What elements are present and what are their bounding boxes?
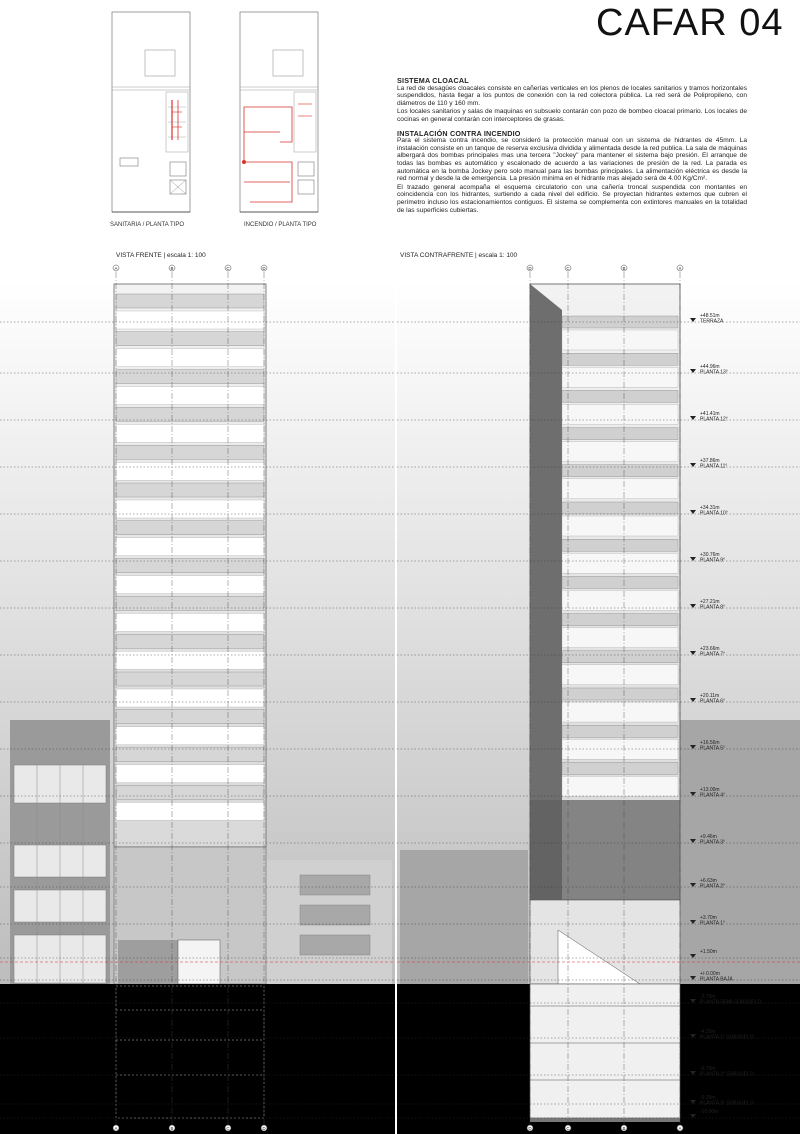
front-floor-window [116,651,264,669]
rear-axis-label: B [622,1125,626,1131]
rear-axis-label: B [622,265,626,271]
front-axis-label: D [262,265,266,271]
level-name: PLANTA 7° [700,651,725,658]
rear-floor-window [562,479,678,499]
level-elevation: +27.21m [700,599,720,605]
level-elevation: -2.70m [700,994,716,1000]
fire-heading: INSTALACIÓN CONTRA INCENDIO [397,128,521,138]
rear-floor-window [562,553,678,573]
level-elevation: +/-0.00m [700,971,720,977]
front-floor-panel [116,710,264,724]
level-name: PLANTA 3° SUBSUELO [700,1100,754,1107]
rear-floor-panel [562,762,678,774]
front-floor-panel [116,483,264,497]
front-view-caption: VISTA FRENTE | escala 1: 100 [116,252,206,259]
rear-floor-panel [562,465,678,477]
cloacal-paragraph-1: La red de desagües cloacales consiste en cañerías verticales en los plenos de locales sanitarios y tramos horizontales suspendidos, hasta llegar a los puntos de conexión con la red colectora pública. La red será de Polipropileno, con diámetros de 110 y 160 mm. [397,84,747,107]
rear-floor-panel [562,576,678,588]
level-name: PLANTA 5° [700,745,725,752]
rear-floor-panel [562,688,678,700]
rear-floor-panel [562,651,678,663]
front-axis-label: C [226,265,230,271]
front-floor-window [116,500,264,518]
front-floor-window [116,802,264,820]
rear-floor-panel [562,502,678,514]
front-floor-window [116,689,264,707]
level-elevation: +13.00m [700,787,720,793]
rear-floor-panel [562,725,678,737]
front-axis-label: C [226,1125,230,1131]
front-axis-label: B [170,1125,174,1131]
level-name: PLANTA 11° [700,463,728,470]
front-axis-label: A [114,1125,118,1131]
level-name: PLANTA 3° [700,839,725,846]
level-elevation: +9.46m [700,834,717,840]
level-name: PLANTA 13° [700,369,728,376]
front-floor-panel [116,559,264,573]
front-floor-panel [116,596,264,610]
level-name: PLANTA BAJA [700,976,733,983]
front-entrance-door [178,940,220,984]
level-name: PLANTA 6° [700,698,725,705]
front-floor-panel [116,634,264,648]
rear-axis-label: D [528,1125,532,1131]
front-axis-label: A [114,265,118,271]
rear-floor-window [562,404,678,424]
level-elevation: +1.50m [700,949,717,955]
fire-paragraph-1: Para el sistema contra incendio, se consideró la protección manual con un sistema de hidrantes de 45mm. La instalación consiste en un tanque de reserva exclusiva dividida y alimentada desde la red publica. La sala de máquinas albergará dos bombas principales mas una tercera "Jockey" para mantener el sistema bajo presión. El arranque de todas las bombas es automático y escalonado de acuerdo a las variaciones de presión de la red. La parada es automática en la bomba Jockey pero solo manual para las bombas principales. La alimentación eléctrica es desde la red normal y desde la de emergencia. La presión minima en el hidrante mas alejado será de 4.00 Kg/Cm². [397,137,747,183]
level-elevation: -9.20m [700,1095,716,1101]
rear-floor-panel [562,390,678,402]
level-elevation: +6.63m [700,878,717,884]
fire-plan-caption: INCENDIO / PLANTA TIPO [244,222,317,228]
rear-floor-panel [562,614,678,626]
sheet-title: CAFAR 04 [596,2,784,44]
front-floor-window [116,387,264,405]
level-elevation: +41.41m [700,411,720,417]
front-floor-panel [116,785,264,799]
level-elevation: -10.00m [700,1109,719,1115]
level-elevation: +23.66m [700,646,720,652]
level-elevation: +20.11m [700,693,720,699]
level-elevation: +16.56m [700,740,720,746]
level-name: PLANTA 1° SUBSUELO [700,1034,754,1041]
front-floor-window [116,349,264,367]
rear-floor-window [562,628,678,648]
rear-floor-panel [562,428,678,440]
front-floor-window [116,424,264,442]
level-name: PLANTA 1° [700,920,725,927]
level-elevation: +3.70m [700,915,717,921]
front-axis-label: D [262,1125,266,1131]
front-floor-panel [116,445,264,459]
rear-axis-label: A [678,265,682,271]
front-floor-panel [116,294,264,308]
rear-floor-panel [562,539,678,551]
front-floor-window [116,576,264,594]
level-elevation: -4.20m [700,1029,716,1035]
front-floor-window [116,765,264,783]
front-floor-panel [116,370,264,384]
level-name: PLANTA 9° [700,557,725,564]
fire-paragraph-2: El trazado general acompaña el esquema circulatorio con una cañería troncal suspendida con montantes en coincidencia con los hidrantes, surtiendo a cada nivel del edificio. Se proyectan hidrantes externos que cubren el perímetro incluso los estacionamientos contiguos. El sistema se complementa con extintores manuales en la totalidad de las superficies cubiertas. [397,183,747,214]
level-name: PLANTA SEMI-SUBSUELO [700,999,762,1006]
level-name: PLANTA 2° [700,883,725,890]
sanitary-plan-caption: SANITARIA / PLANTA TIPO [110,222,185,228]
front-floor-window [116,613,264,631]
front-floor-panel [116,672,264,686]
rear-floor-window [562,702,678,722]
rear-axis-label: C [566,1125,570,1131]
level-name: PLANTA 4° [700,792,725,799]
rear-floor-window [562,665,678,685]
rear-floor-window [562,590,678,610]
rear-neighbor-right [680,720,800,984]
rear-floor-panel [562,353,678,365]
front-floor-window [116,538,264,556]
front-axis-label: B [170,265,174,271]
cloacal-paragraph-2: Los locales sanitarios y salas de maquinas en subsuelo contarán con pozo de bombeo cloacal primario. Los locales de cocinas en general contarán con interceptores de grasas. [397,108,747,123]
rear-floor-window [562,776,678,796]
level-elevation: +37.86m [700,458,720,464]
rear-axis-label: D [528,265,532,271]
level-elevation: +48.51m [700,313,720,319]
level-elevation: +30.76m [700,552,720,558]
front-floor-window [116,462,264,480]
rear-floor-window [562,516,678,536]
front-floor-window [116,311,264,329]
level-name: PLANTA 8° [700,604,725,611]
rear-basement [530,984,680,1118]
front-floor-panel [116,748,264,762]
level-name: PLANTA 10° [700,510,728,517]
rear-floor-window [562,442,678,462]
level-elevation: -6.70m [700,1066,716,1072]
rear-axis-label: C [566,265,570,271]
rear-neighbor-left [400,850,528,984]
level-name: TERRAZA [700,318,724,325]
rear-floor-window [562,330,678,350]
cloacal-heading: SISTEMA CLOACAL [397,76,469,85]
level-name: PLANTA 2° SUBSUELO [700,1071,754,1078]
front-floor-window [116,727,264,745]
front-floor-panel [116,332,264,346]
front-floor-panel [116,521,264,535]
level-name: PLANTA 12° [700,416,728,423]
rear-axis-label: A [678,1125,682,1131]
rear-view-caption: VISTA CONTRAFRENTE | escala 1: 100 [400,252,518,259]
rear-tower-lower-dark [530,800,680,900]
level-elevation: +34.31m [700,505,720,511]
rear-floor-window [562,367,678,387]
level-elevation: +44.96m [700,364,720,370]
front-floor-panel [116,407,264,421]
